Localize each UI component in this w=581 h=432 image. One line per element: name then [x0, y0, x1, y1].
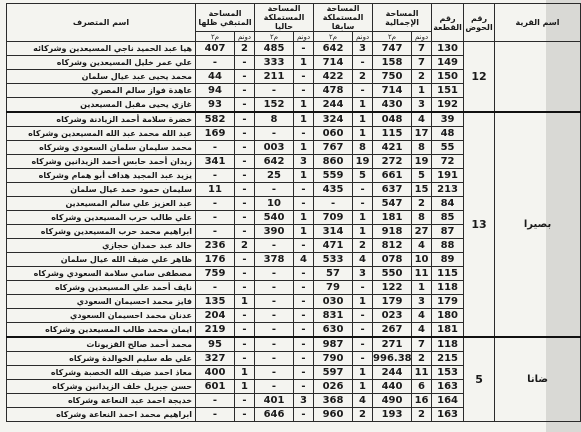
total-sqm-cell: 490 — [373, 394, 412, 408]
current-dunum-cell: - — [294, 42, 314, 56]
parcel-number-cell: 39 — [432, 112, 464, 127]
previous-sqm-cell: 79 — [314, 281, 353, 295]
current-dunum-cell: - — [294, 309, 314, 323]
total-sqm-cell: 421 — [373, 141, 412, 155]
current-sqm-cell: - — [255, 84, 294, 98]
current-dunum-cell: - — [294, 127, 314, 141]
sqm-header: م٢ — [255, 32, 294, 42]
previous-dunum-cell: 1 — [353, 98, 373, 113]
total-dunum-cell: 2 — [412, 70, 432, 84]
leftover-sqm-cell: 95 — [196, 337, 235, 352]
leftover-dunum-cell: - — [235, 98, 255, 113]
previous-dunum-cell: 2 — [353, 239, 373, 253]
total-dunum-cell: 4 — [412, 239, 432, 253]
current-sqm-cell: - — [255, 239, 294, 253]
previous-dunum-cell: - — [353, 337, 373, 352]
parcel-number-cell: 151 — [432, 84, 464, 98]
owner-name-cell: علي طالب حرب المسيعدين وشركاه — [7, 211, 196, 225]
parcel-number-cell: 89 — [432, 253, 464, 267]
parcel-number-cell: 72 — [432, 155, 464, 169]
current-dunum-cell: - — [294, 197, 314, 211]
leftover-sqm-cell: - — [196, 281, 235, 295]
leftover-dunum-cell: - — [235, 394, 255, 408]
current-sqm-cell: 211 — [255, 70, 294, 84]
total-sqm-cell: 244 — [373, 366, 412, 380]
leftover-dunum-cell: - — [235, 352, 255, 366]
owner-name-cell: عاهدة فواز سالم المصري — [7, 84, 196, 98]
owner-name-cell: محمد أحمد صالح القزيونات — [7, 337, 196, 352]
current-sqm-cell: 401 — [255, 394, 294, 408]
previous-sqm-cell: 860 — [314, 155, 353, 169]
parcel-number-cell: 180 — [432, 309, 464, 323]
table-body — [7, 42, 581, 422]
owner-name-cell: هيا عبد الحميد ناجي المسيعدين وشركائه — [7, 42, 196, 56]
current-sqm-cell: 10 — [255, 197, 294, 211]
leftover-sqm-cell: - — [196, 197, 235, 211]
total-dunum-cell: 17 — [412, 127, 432, 141]
leftover-dunum-cell: - — [235, 197, 255, 211]
owner-name-cell: محمد سليمان سلمان السعودي وشركاه — [7, 141, 196, 155]
leftover-dunum-cell: - — [235, 127, 255, 141]
leftover-sqm-cell: 94 — [196, 84, 235, 98]
owner-name-cell: خديجة احمد عبد النعاعة وشركاه — [7, 394, 196, 408]
total-dunum-cell: 8 — [412, 141, 432, 155]
total-sqm-cell: 918 — [373, 225, 412, 239]
village-name-cell: بصيرا — [495, 112, 581, 337]
total-sqm-cell: 430 — [373, 98, 412, 113]
current-dunum-cell: - — [294, 337, 314, 352]
current-dunum-cell: 3 — [294, 394, 314, 408]
basin-number-cell: 12 — [464, 42, 495, 113]
total-sqm-cell: 661 — [373, 169, 412, 183]
previous-sqm-cell: 960 — [314, 408, 353, 422]
total-area-header: المساحة الإجمالية — [373, 4, 432, 32]
previous-sqm-cell: 767 — [314, 141, 353, 155]
total-sqm-cell: 122 — [373, 281, 412, 295]
previous-sqm-cell: 435 — [314, 183, 353, 197]
leftover-dunum-cell: - — [235, 309, 255, 323]
previous-sqm-cell: 244 — [314, 98, 353, 113]
owner-name-cell: معاذ احمد ضيف الله الخصبة وشركاه — [7, 366, 196, 380]
previous-sqm-cell: 314 — [314, 225, 353, 239]
current-sqm-cell: - — [255, 183, 294, 197]
parcel-number-cell: 150 — [432, 70, 464, 84]
leftover-dunum-cell: - — [235, 141, 255, 155]
leftover-sqm-cell: - — [196, 225, 235, 239]
current-dunum-cell: 1 — [294, 141, 314, 155]
owner-name-cell: نايف أحمد علي المسيعدين وشركاه — [7, 281, 196, 295]
total-dunum-cell: 15 — [412, 183, 432, 197]
previous-sqm-cell: 368 — [314, 394, 353, 408]
leftover-sqm-cell: 44 — [196, 70, 235, 84]
previous-dunum-cell: 3 — [353, 267, 373, 281]
leftover-sqm-cell: 400 — [196, 366, 235, 380]
current-dunum-cell: 1 — [294, 56, 314, 70]
previous-dunum-cell: - — [353, 84, 373, 98]
parcel-number-cell: 118 — [432, 337, 464, 352]
parcel-number-cell: 55 — [432, 141, 464, 155]
previous-sqm-cell: 642 — [314, 42, 353, 56]
previous-sqm-cell: 57 — [314, 267, 353, 281]
current-dunum-cell: - — [294, 408, 314, 422]
total-sqm-cell: 078 — [373, 253, 412, 267]
previous-dunum-cell: 8 — [353, 141, 373, 155]
parcel-number-cell: 181 — [432, 323, 464, 338]
leftover-sqm-cell: 135 — [196, 295, 235, 309]
sqm-header: م٢ — [196, 32, 235, 42]
owner-name-cell: علي عمر خليل المسيعدين وشركاه — [7, 56, 196, 70]
total-dunum-cell: 4 — [412, 309, 432, 323]
total-sqm-cell: 181 — [373, 211, 412, 225]
leftover-dunum-cell: - — [235, 169, 255, 183]
total-sqm-cell: 747 — [373, 42, 412, 56]
previous-dunum-cell: - — [353, 281, 373, 295]
owner-name-cell: ظاهر علي ضيف الله عيال سلمان — [7, 253, 196, 267]
total-sqm-cell: 179 — [373, 295, 412, 309]
currently-used-area-header: المساحة المستملكة حاليا — [255, 4, 314, 32]
leftover-dunum-cell: - — [235, 267, 255, 281]
owner-name-cell: ابراهيم محمد احمد النعاعة وشركاه — [7, 408, 196, 422]
current-sqm-cell: 378 — [255, 253, 294, 267]
current-dunum-cell: 1 — [294, 211, 314, 225]
total-sqm-cell: 547 — [373, 197, 412, 211]
leftover-dunum-cell: 2 — [235, 42, 255, 56]
current-dunum-cell: - — [294, 183, 314, 197]
parcel-number-cell: 118 — [432, 281, 464, 295]
owner-name-cell: محمد يحيى عبد عيال سلمان — [7, 70, 196, 84]
current-dunum-cell: - — [294, 295, 314, 309]
previous-sqm-cell: 630 — [314, 323, 353, 338]
previous-sqm-cell: 597 — [314, 366, 353, 380]
owner-name-cell: ابراهيم محمد حرب المسيعدين وشركاه — [7, 225, 196, 239]
total-dunum-cell: 16 — [412, 394, 432, 408]
total-dunum-cell: 27 — [412, 225, 432, 239]
previous-dunum-cell: 1 — [353, 127, 373, 141]
current-sqm-cell: 003 — [255, 141, 294, 155]
previous-sqm-cell: 559 — [314, 169, 353, 183]
current-sqm-cell: 8 — [255, 112, 294, 127]
total-sqm-cell: 193 — [373, 408, 412, 422]
leftover-sqm-cell: - — [196, 141, 235, 155]
leftover-sqm-cell: - — [196, 169, 235, 183]
current-sqm-cell: - — [255, 352, 294, 366]
previous-dunum-cell: - — [353, 352, 373, 366]
current-dunum-cell: - — [294, 70, 314, 84]
previous-dunum-cell: - — [353, 323, 373, 338]
current-sqm-cell: 642 — [255, 155, 294, 169]
leftover-sqm-cell: - — [196, 56, 235, 70]
owner-name-cell: فايز محمد احسيمان السعودي — [7, 295, 196, 309]
total-sqm-cell: 267 — [373, 323, 412, 338]
leftover-area-header: المساحة المتبقي ظلها — [196, 4, 255, 32]
previous-sqm-cell: 422 — [314, 70, 353, 84]
ownership-table — [6, 3, 581, 422]
previous-dunum-cell: 3 — [353, 42, 373, 56]
total-dunum-cell: 8 — [412, 211, 432, 225]
owner-name-cell: غازي يحيى مقبل المسيعدين — [7, 98, 196, 113]
leftover-sqm-cell: 601 — [196, 380, 235, 394]
leftover-sqm-cell: 341 — [196, 155, 235, 169]
owner-name-cell: عبد الله محمد عبد الله المسيعدين وشركاه — [7, 127, 196, 141]
previous-sqm-cell: 790 — [314, 352, 353, 366]
parcel-number-cell: 163 — [432, 380, 464, 394]
total-dunum-cell: 1 — [412, 281, 432, 295]
current-sqm-cell: 390 — [255, 225, 294, 239]
parcel-number-header: رقم القطعة — [432, 4, 464, 42]
previous-dunum-cell: 1 — [353, 211, 373, 225]
parcel-number-cell: 215 — [432, 352, 464, 366]
village-name-header: اسم القرية — [495, 4, 581, 42]
current-dunum-cell: - — [294, 281, 314, 295]
total-sqm-cell: 812 — [373, 239, 412, 253]
parcel-number-cell: 149 — [432, 56, 464, 70]
previous-dunum-cell: 4 — [353, 253, 373, 267]
previous-sqm-cell: - — [314, 197, 353, 211]
current-sqm-cell: 25 — [255, 169, 294, 183]
leftover-dunum-cell: - — [235, 70, 255, 84]
leftover-dunum-cell: - — [235, 84, 255, 98]
total-dunum-cell: 2 — [412, 408, 432, 422]
parcel-number-cell: 153 — [432, 366, 464, 380]
total-sqm-cell: 637 — [373, 183, 412, 197]
current-dunum-cell: 4 — [294, 253, 314, 267]
total-dunum-cell: 10 — [412, 253, 432, 267]
previous-dunum-cell: 1 — [353, 295, 373, 309]
leftover-dunum-cell: - — [235, 56, 255, 70]
leftover-dunum-cell: 2 — [235, 239, 255, 253]
previous-sqm-cell: 030 — [314, 295, 353, 309]
previous-sqm-cell: 478 — [314, 84, 353, 98]
leftover-sqm-cell: 236 — [196, 239, 235, 253]
owner-name-cell: عدنان محمد احسيمان السعودي — [7, 309, 196, 323]
current-dunum-cell: 1 — [294, 112, 314, 127]
owner-name-cell: خضرة سلامة أحمد الزيادنة وشركاه — [7, 112, 196, 127]
leftover-dunum-cell: - — [235, 183, 255, 197]
current-sqm-cell: 152 — [255, 98, 294, 113]
previous-sqm-cell: 533 — [314, 253, 353, 267]
leftover-sqm-cell: 176 — [196, 253, 235, 267]
total-sqm-cell: 271 — [373, 337, 412, 352]
previous-sqm-cell: 831 — [314, 309, 353, 323]
parcel-number-cell: 85 — [432, 211, 464, 225]
leftover-dunum-cell: - — [235, 211, 255, 225]
owner-name-cell: خالد عبد حمدان حجازي — [7, 239, 196, 253]
total-dunum-cell: 19 — [412, 155, 432, 169]
parcel-number-cell: 87 — [432, 225, 464, 239]
parcel-number-cell: 213 — [432, 183, 464, 197]
current-dunum-cell: - — [294, 323, 314, 338]
current-sqm-cell: 485 — [255, 42, 294, 56]
leftover-dunum-cell: - — [235, 253, 255, 267]
previous-dunum-cell: - — [353, 309, 373, 323]
owner-name-cell: سليمان حمود حمد عيال سلمان — [7, 183, 196, 197]
leftover-sqm-cell: 407 — [196, 42, 235, 56]
total-dunum-cell: 2 — [412, 197, 432, 211]
previous-sqm-cell: 060 — [314, 127, 353, 141]
previous-dunum-cell: - — [353, 183, 373, 197]
owner-header: اسم المتصرف — [7, 4, 196, 42]
parcel-number-cell: 48 — [432, 127, 464, 141]
previous-dunum-cell: 1 — [353, 366, 373, 380]
basin-number-header: رقم الحوض — [464, 4, 495, 42]
current-dunum-cell: 1 — [294, 225, 314, 239]
current-dunum-cell: - — [294, 366, 314, 380]
current-sqm-cell: 540 — [255, 211, 294, 225]
previous-dunum-cell: 1 — [353, 225, 373, 239]
leftover-sqm-cell: 219 — [196, 323, 235, 338]
current-sqm-cell: - — [255, 380, 294, 394]
total-dunum-cell: 4 — [412, 323, 432, 338]
current-sqm-cell: - — [255, 295, 294, 309]
basin-number-cell: 13 — [464, 112, 495, 337]
previous-dunum-cell: 2 — [353, 408, 373, 422]
total-dunum-cell: 11 — [412, 366, 432, 380]
dunum-header: دونم — [235, 32, 255, 42]
total-sqm-cell: 158 — [373, 56, 412, 70]
leftover-sqm-cell: 582 — [196, 112, 235, 127]
current-dunum-cell: - — [294, 352, 314, 366]
current-sqm-cell: - — [255, 366, 294, 380]
parcel-number-cell: 192 — [432, 98, 464, 113]
parcel-number-cell: 179 — [432, 295, 464, 309]
total-sqm-cell: 272 — [373, 155, 412, 169]
previous-sqm-cell: 714 — [314, 56, 353, 70]
parcel-number-cell: 130 — [432, 42, 464, 56]
leftover-dunum-cell: - — [235, 225, 255, 239]
basin-number-cell: 5 — [464, 337, 495, 422]
owner-name-cell: علي طه سليم الخوالدة وشركاه — [7, 352, 196, 366]
owner-name-cell: ايمان محمد طالب المسيعدين وشركاه — [7, 323, 196, 338]
total-sqm-cell: 440 — [373, 380, 412, 394]
owner-name-cell: حسن جبريل خلف الزيدانين وشركاه — [7, 380, 196, 394]
total-dunum-cell: 5 — [412, 169, 432, 183]
current-dunum-cell: 3 — [294, 155, 314, 169]
village-name-cell — [495, 42, 581, 113]
parcel-number-cell: 115 — [432, 267, 464, 281]
current-dunum-cell: 1 — [294, 98, 314, 113]
current-sqm-cell: - — [255, 127, 294, 141]
current-dunum-cell: 1 — [294, 169, 314, 183]
leftover-sqm-cell: 169 — [196, 127, 235, 141]
leftover-dunum-cell: 1 — [235, 295, 255, 309]
current-sqm-cell: - — [255, 309, 294, 323]
leftover-dunum-cell: - — [235, 112, 255, 127]
total-dunum-cell: 3 — [412, 295, 432, 309]
total-dunum-cell: 3 — [412, 98, 432, 113]
current-sqm-cell: - — [255, 267, 294, 281]
previously-used-area-header: المساحة المستملكة سابقا — [314, 4, 373, 32]
owner-name-cell: يزيد عبد المجيد هداف أبو همام وشركاه — [7, 169, 196, 183]
previous-sqm-cell: 324 — [314, 112, 353, 127]
leftover-dunum-cell: - — [235, 323, 255, 338]
leftover-sqm-cell: 93 — [196, 98, 235, 113]
previous-dunum-cell: 1 — [353, 380, 373, 394]
parcel-number-cell: 191 — [432, 169, 464, 183]
total-sqm-cell: 023 — [373, 309, 412, 323]
parcel-number-cell: 88 — [432, 239, 464, 253]
current-sqm-cell: 333 — [255, 56, 294, 70]
previous-sqm-cell: 471 — [314, 239, 353, 253]
sqm-header: م٢ — [373, 32, 412, 42]
dunum-header: دونم — [412, 32, 432, 42]
current-sqm-cell: 646 — [255, 408, 294, 422]
total-dunum-cell: 7 — [412, 56, 432, 70]
leftover-dunum-cell: - — [235, 281, 255, 295]
previous-dunum-cell: - — [353, 197, 373, 211]
leftover-dunum-cell: - — [235, 155, 255, 169]
owner-name-cell: زيدان أحمد حابس أحمد الزيدانين وشركاه — [7, 155, 196, 169]
village-name-cell: ضانا — [495, 337, 581, 422]
parcel-number-cell: 84 — [432, 197, 464, 211]
current-sqm-cell: - — [255, 323, 294, 338]
leftover-sqm-cell: 11 — [196, 183, 235, 197]
leftover-sqm-cell: 204 — [196, 309, 235, 323]
owner-name-cell: عبد العزيز علي سالم المسيعدين — [7, 197, 196, 211]
leftover-sqm-cell: - — [196, 211, 235, 225]
current-sqm-cell: - — [255, 281, 294, 295]
total-dunum-cell: 7 — [412, 42, 432, 56]
leftover-sqm-cell: - — [196, 408, 235, 422]
leftover-sqm-cell: 327 — [196, 352, 235, 366]
previous-sqm-cell: 709 — [314, 211, 353, 225]
previous-dunum-cell: - — [353, 56, 373, 70]
dunum-header: دونم — [294, 32, 314, 42]
total-dunum-cell: 4 — [412, 112, 432, 127]
current-dunum-cell: - — [294, 380, 314, 394]
current-dunum-cell: - — [294, 239, 314, 253]
leftover-sqm-cell: - — [196, 394, 235, 408]
total-sqm-cell: 550 — [373, 267, 412, 281]
previous-sqm-cell: 026 — [314, 380, 353, 394]
owner-name-cell: مصطفى سامي سلامة السعودي وشركاه — [7, 267, 196, 281]
leftover-dunum-cell: 1 — [235, 366, 255, 380]
parcel-number-cell: 164 — [432, 394, 464, 408]
leftover-dunum-cell: - — [235, 337, 255, 352]
previous-dunum-cell: 5 — [353, 169, 373, 183]
table-row — [7, 337, 581, 352]
total-sqm-cell: 115 — [373, 127, 412, 141]
parcel-number-cell: 163 — [432, 408, 464, 422]
table-row — [7, 42, 581, 56]
total-dunum-cell: 11 — [412, 267, 432, 281]
dunum-header: دونم — [353, 32, 373, 42]
table-row — [7, 112, 581, 127]
previous-sqm-cell: 987 — [314, 337, 353, 352]
total-sqm-cell: 996.38 — [373, 352, 412, 364]
leftover-dunum-cell: - — [235, 408, 255, 422]
total-sqm-cell: 750 — [373, 70, 412, 84]
total-sqm-cell: 714 — [373, 84, 412, 98]
total-dunum-cell: 7 — [412, 337, 432, 352]
previous-dunum-cell: 4 — [353, 394, 373, 408]
current-sqm-cell: - — [255, 337, 294, 352]
leftover-sqm-cell: 759 — [196, 267, 235, 281]
current-dunum-cell: - — [294, 267, 314, 281]
total-dunum-cell: 6 — [412, 380, 432, 394]
total-sqm-cell: 048 — [373, 112, 412, 127]
leftover-dunum-cell: 1 — [235, 380, 255, 394]
total-dunum-cell: 2 — [412, 352, 432, 366]
sqm-header: م٢ — [314, 32, 353, 42]
previous-dunum-cell: 1 — [353, 112, 373, 127]
total-dunum-cell: 1 — [412, 84, 432, 98]
previous-dunum-cell: 19 — [353, 155, 373, 169]
previous-dunum-cell: 2 — [353, 70, 373, 84]
current-dunum-cell: - — [294, 84, 314, 98]
